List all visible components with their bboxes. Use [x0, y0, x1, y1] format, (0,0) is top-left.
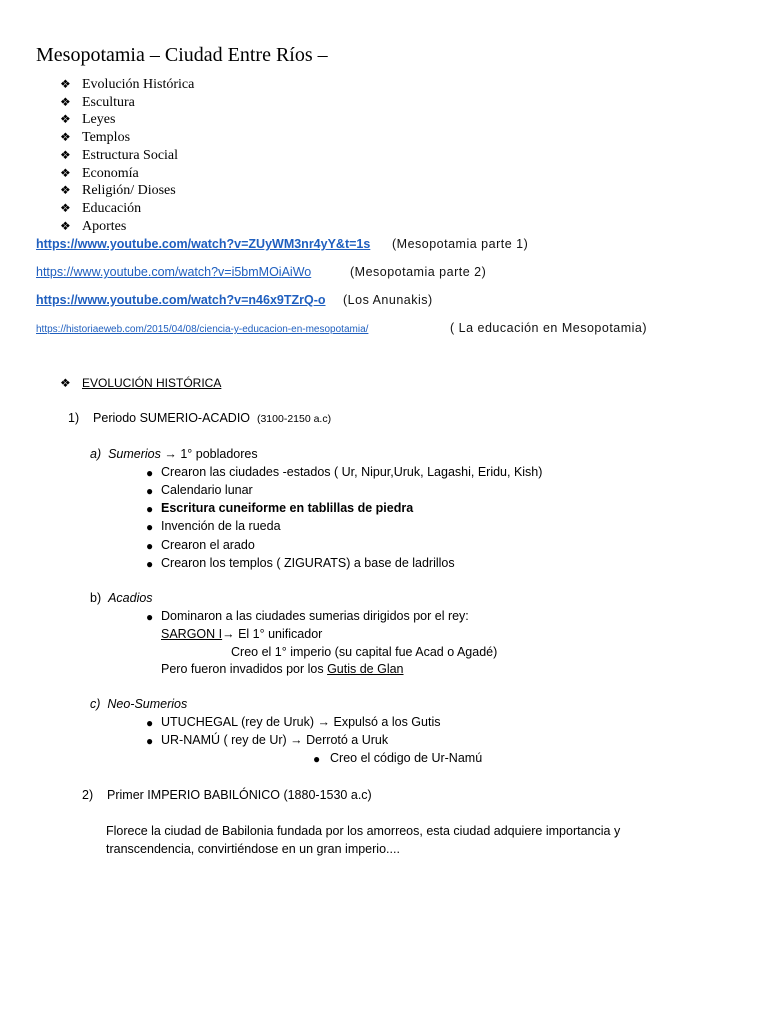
acadios-item: Dominaron a las ciudades sumerias dirigidos por el rey:: [161, 609, 469, 623]
link-note-2: (Mesopotamia parte 2): [350, 265, 487, 279]
diamond-bullet-icon: ❖: [60, 183, 71, 198]
list-item: ❖ Educación: [60, 200, 142, 216]
list-item: ❖ Leyes: [60, 112, 116, 128]
neo-item-1: UTUCHEGAL (rey de Uruk) → Expulsó a los Gutis: [161, 715, 441, 729]
diamond-bullet-icon: ❖: [60, 376, 71, 390]
diamond-bullet-icon: ❖: [60, 200, 71, 215]
paragraph: Florece la ciudad de Babilonia fundada por los amorreos, esta ciudad adquiere importancia y transcendencia, convirtiéndose en un gran imperio....: [106, 824, 621, 856]
historiaeweb-link[interactable]: https://historiaeweb.com/2015/04/08/ciencia-y-educacion-en-mesopotamia/: [36, 324, 369, 335]
bullet-icon: ●: [146, 484, 154, 498]
invaded-line: Pero fueron invadidos por los Gutis de Glan: [161, 662, 404, 676]
list-item: ❖ Religión/ Dioses: [60, 183, 176, 199]
list-item: ❖ Estructura Social: [60, 147, 179, 163]
list-item: ❖ Evolución Histórica: [60, 77, 195, 92]
diamond-bullet-icon: ❖: [60, 130, 71, 145]
page-title: Mesopotamia – Ciudad Entre Ríos –: [36, 44, 328, 66]
neo-item-2: UR-NAMÚ ( rey de Ur) → Derrotó a Uruk: [161, 733, 389, 747]
period-2-heading: 2) Primer IMPERIO BABILÓNICO (1880-1530 a.c): [82, 788, 372, 802]
period-1-heading: 1) Periodo SUMERIO-ACADIO (3100-2150 a.c): [68, 411, 332, 425]
link-note-3: (Los Anunakis): [343, 293, 433, 307]
acadios-heading: b) Acadios: [90, 591, 153, 605]
neo-sub-item: Creo el código de Ur-Namú: [330, 751, 483, 765]
list-item: Escritura cuneiforme en tablillas de piedra: [161, 501, 414, 515]
diamond-bullet-icon: ❖: [60, 165, 71, 180]
bullet-icon: ●: [146, 466, 154, 480]
list-item: ❖ Aportes: [60, 218, 127, 234]
empire-line: Creo el 1° imperio (su capital fue Acad o Agadé): [231, 645, 498, 659]
link-note-1: (Mesopotamia parte 1): [392, 237, 529, 251]
list-item: ❖ Economía: [60, 165, 139, 181]
bullet-icon: ●: [146, 610, 154, 624]
list-item: Crearon las ciudades -estados ( Ur, Nipur,Uruk, Lagashi, Eridu, Kish): [161, 465, 543, 479]
diamond-bullet-icon: ❖: [60, 94, 71, 109]
sumerios-heading: a) Sumerios → 1° pobladores: [90, 447, 258, 461]
bullet-icon: ●: [146, 716, 154, 730]
list-item: Crearon los templos ( ZIGURATS) a base de ladrillos: [161, 556, 455, 570]
bullet-icon: ●: [146, 520, 154, 534]
section-heading: ❖ EVOLUCIÓN HISTÓRICA: [60, 376, 222, 390]
diamond-bullet-icon: ❖: [60, 218, 71, 233]
youtube-link-3[interactable]: https://www.youtube.com/watch?v=n46x9TZrQ-o: [36, 293, 326, 307]
bullet-icon: ●: [146, 557, 154, 571]
youtube-link-2[interactable]: https://www.youtube.com/watch?v=i5bmMOiAiWo: [36, 265, 312, 279]
sargon-line: SARGON I→ El 1° unificador: [161, 627, 323, 641]
diamond-bullet-icon: ❖: [60, 112, 71, 127]
list-item: ❖ Templos: [60, 130, 131, 146]
diamond-bullet-icon: ❖: [60, 147, 71, 162]
list-item: ❖ Escultura: [60, 94, 135, 110]
diamond-bullet-icon: ❖: [60, 77, 71, 91]
list-item: Invención de la rueda: [161, 519, 281, 533]
neo-sumerios-heading: c) Neo-Sumerios: [90, 697, 188, 711]
bullet-icon: ●: [146, 734, 154, 748]
topic-list: [60, 76, 194, 235]
bullet-icon: ●: [146, 502, 154, 516]
list-item: Calendario lunar: [161, 483, 253, 497]
list-item: Crearon el arado: [161, 538, 255, 552]
youtube-link-1[interactable]: https://www.youtube.com/watch?v=ZUyWM3nr4yY&t=1s: [36, 237, 371, 251]
link-note-4: ( La educación en Mesopotamia): [450, 321, 648, 335]
bullet-icon: ●: [313, 752, 321, 766]
bullet-icon: ●: [146, 539, 154, 553]
